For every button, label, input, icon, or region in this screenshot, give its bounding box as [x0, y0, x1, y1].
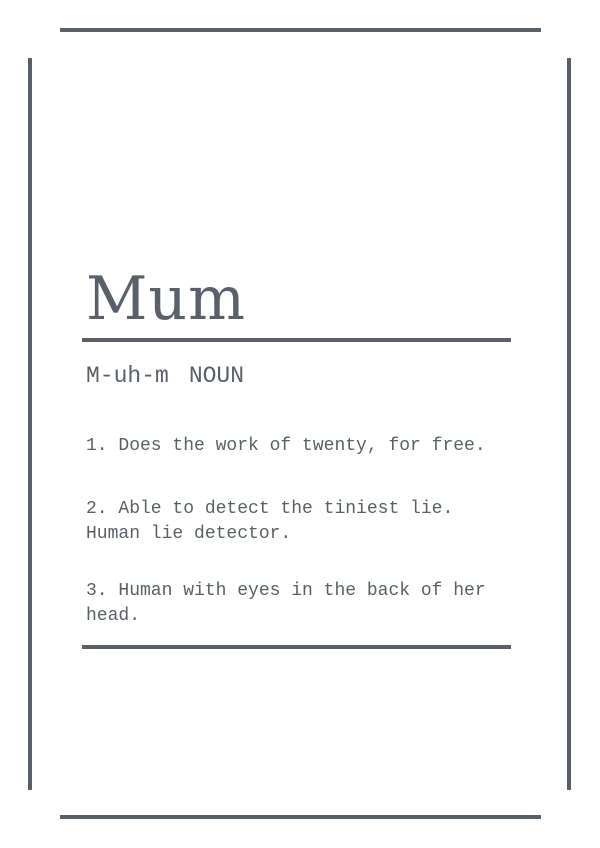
frame-bottom-border	[60, 815, 541, 819]
frame-top-border	[60, 28, 541, 32]
definition-2-line-1: 2. Able to detect the tiniest lie.	[86, 499, 454, 519]
word-class: NOUN	[188, 363, 245, 389]
title-divider	[82, 338, 511, 342]
definition-1	[86, 434, 550, 459]
definition-3-line-1: 3. Human with eyes in the back of her	[86, 581, 486, 601]
definition-1-line-1: 1. Does the work of twenty, for free.	[86, 436, 486, 456]
frame-right-border	[567, 58, 571, 790]
end-divider	[82, 645, 511, 649]
definition-3-line-2: head.	[86, 606, 141, 626]
pronunciation-line	[86, 361, 244, 391]
entry-word: Mum	[86, 264, 246, 334]
definition-3	[86, 579, 550, 629]
frame-left-border	[28, 58, 32, 790]
pronunciation-text: M-uh-m	[86, 363, 169, 389]
definition-2-line-2: Human lie detector.	[86, 524, 292, 544]
definition-2	[86, 497, 550, 547]
